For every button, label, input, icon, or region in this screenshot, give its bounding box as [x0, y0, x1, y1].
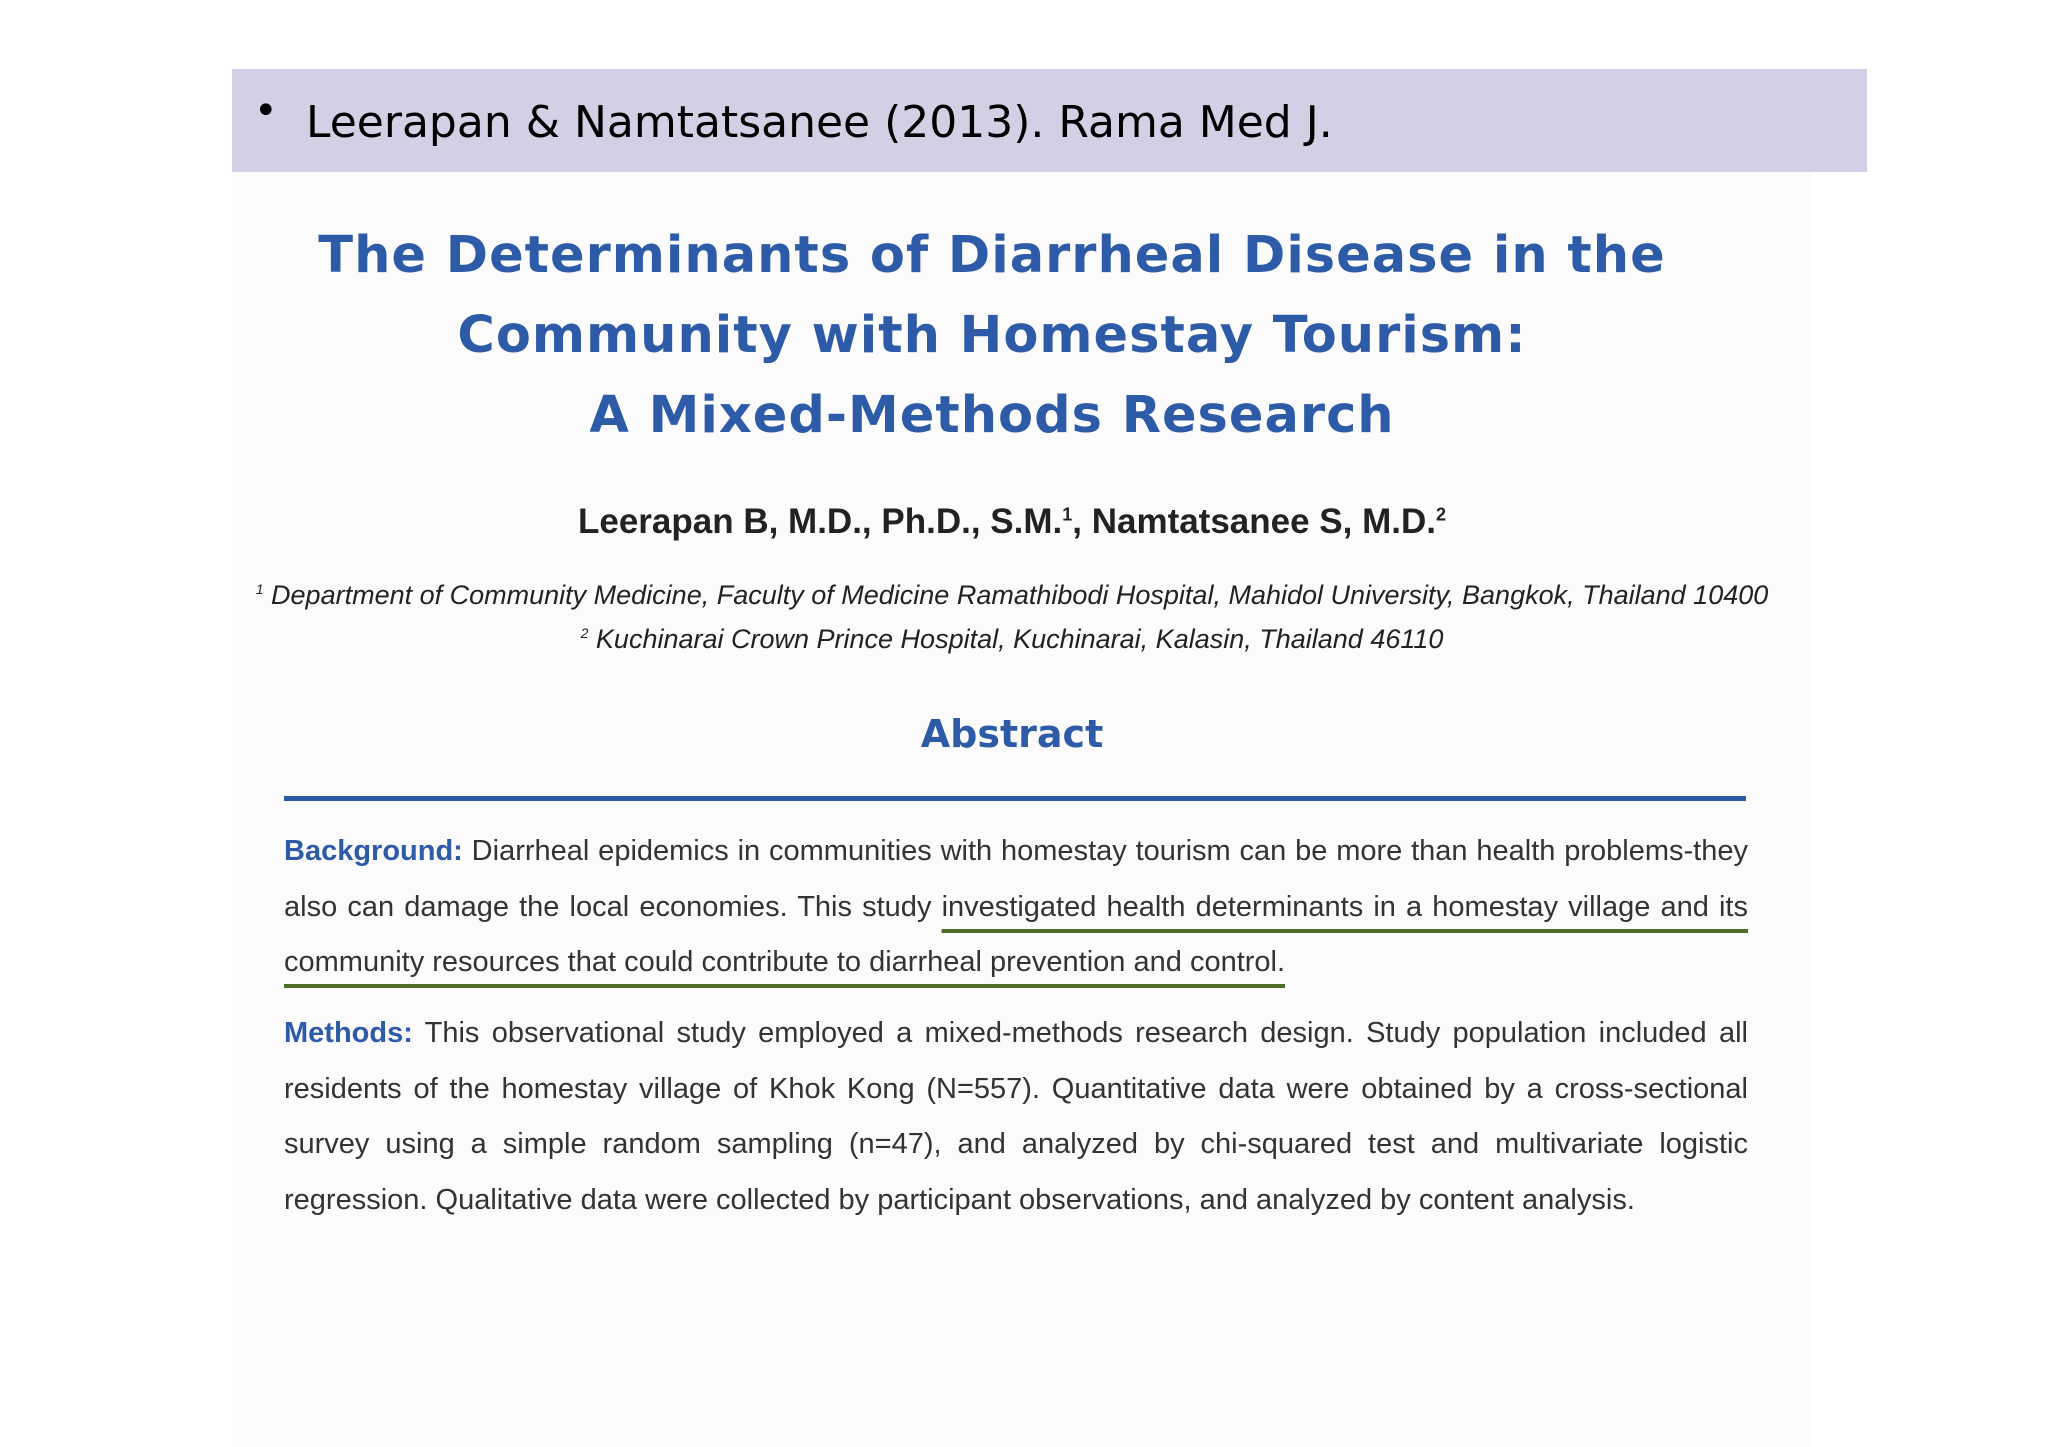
author-1: Leerapan B, M.D., Ph.D., S.M. [577, 502, 1063, 541]
title-line-2: Community with Homestay Tourism: [457, 306, 1527, 365]
background-text: Diarrheal epidemics in communities with homestay tourism can be more than health problems-they also can damage the local economies. This study [284, 835, 1748, 923]
author-2: Namtatsanee S, M.D. [1091, 502, 1436, 541]
methods-text: This observational study employed a mixed-methods research design. Study population included all residents of the homestay village of Khok Kong (N=557). Quantitative data were obtained by a cross-sectional survey using a simple random sampling (n=47), and analyzed by chi-squared test and multivariate logistic regression. Qualitative data were collected by participant observations, and analyzed by content analysis. [284, 1017, 1748, 1216]
background-highlighted-text: investigated health determinants in a homestay village and its community resources that could contribute to diarrheal prevention and control. [284, 890, 1748, 978]
paper-excerpt [232, 172, 1812, 1447]
affiliation-2-text: Kuchinarai Crown Prince Hospital, Kuchinarai, Kalasin, Thailand 46110 [595, 624, 1444, 654]
title-line-3: A Mixed-Methods Research [589, 386, 1395, 445]
author-separator: , [1072, 502, 1092, 541]
affiliation-2-marker: 2 [580, 625, 589, 641]
abstract-divider [284, 796, 1746, 801]
abstract-heading: Abstract [920, 712, 1104, 756]
citation-text: Leerapan & Namtatsanee (2013). Rama Med J. [306, 97, 1333, 148]
citation-bar [232, 69, 1867, 172]
affiliation-1 [232, 580, 1792, 611]
affiliation-2 [232, 624, 1792, 655]
author-list [232, 502, 1792, 542]
affiliation-1-text: Department of Community Medicine, Faculty of Medicine Ramathibodi Hospital, Mahidol University, Bangkok, Thailand 10400 [271, 580, 1769, 610]
paper-title [232, 216, 1752, 456]
affiliation-1-marker: 1 [255, 581, 264, 597]
bullet-icon: • [254, 88, 278, 134]
background-paragraph [284, 824, 1748, 991]
author-1-affil-marker: 1 [1062, 504, 1073, 525]
title-line-1: The Determinants of Diarrheal Disease in the [318, 226, 1666, 285]
background-label: Background: [284, 835, 463, 867]
methods-label: Methods: [284, 1017, 413, 1049]
author-2-affil-marker: 2 [1435, 504, 1446, 525]
methods-paragraph [284, 1006, 1748, 1228]
